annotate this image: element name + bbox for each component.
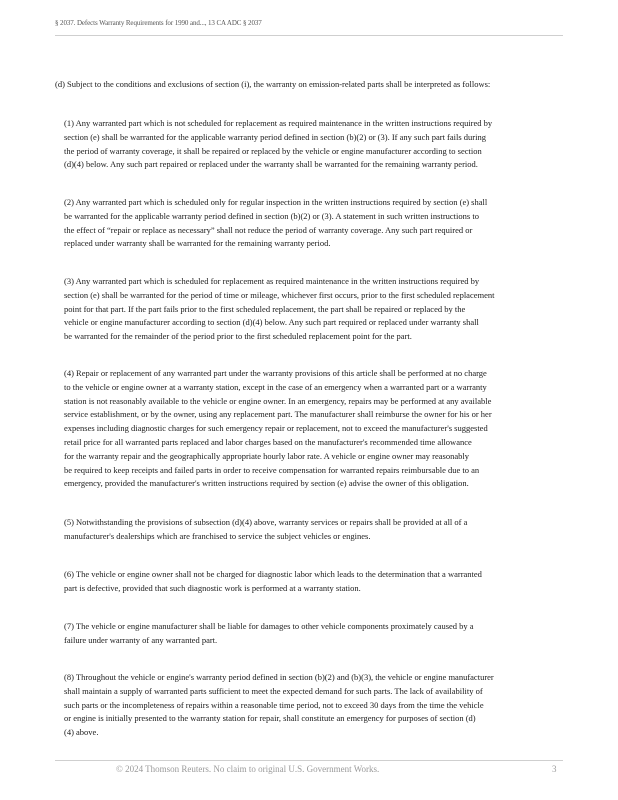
paragraph-line: (1) Any warranted part which is not scheduled for replacement as required maintenance in the written instructions required by [64,118,493,128]
paragraph-line: section (e) shall be warranted for the period of time or mileage, whichever first occurs, prior to the first scheduled replacement [64,289,495,300]
paragraph-line: section (e) shall be warranted for the applicable warranty period defined in section (b)(2) or (3). If any such part fails during [64,131,487,142]
footer-divider [55,760,563,761]
paragraph-line: be required to keep receipts and failed parts in order to receive compensation for warranted repairs reimbursable due to an [64,464,480,475]
paragraph-line: to the vehicle or engine owner at a warranty station, except in the case of an emergency when a warranted part or a warranty [64,381,487,392]
paragraph-line: manufacturer's dealerships which are franchised to service the subject vehicles or engines. [64,530,371,541]
paragraph-d5 [64,516,568,544]
paragraph-line: or engine is initially presented to the warranty station for repair, shall constitute an emergency for purposes of section (d) [64,713,476,724]
paragraph-d6 [64,568,568,596]
paragraph-line: service establishment, or by the owner, using any replacement part. The manufacturer shall reimburse the owner for his or her [64,409,492,420]
paragraph-line: vehicle or engine manufacturer according to section (d)(4) below. Any such part required or replaced under warranty shall [64,317,479,328]
paragraph-line: such parts or the incompleteness of repairs within a reasonable time period, not to exceed 30 days from the time the vehicle [64,699,484,710]
paragraph-line: retail price for all warranted parts replaced and labor charges based on the manufacturer's recommended time allowance [64,436,472,447]
paragraph-d3 [64,275,568,344]
paragraph-line: point for that part. If the part fails prior to the first scheduled replacement, the part shall be repaired or replaced by the [64,303,466,314]
header-divider [55,35,563,36]
paragraph-line: be warranted for the remainder of the period prior to the first scheduled replacement point for the part. [64,331,412,342]
page-number: 3 [552,764,557,774]
paragraph-line: the effect of “repair or replace as necessary” shall not reduce the period of warranty coverage. Any such part required or [64,224,473,235]
paragraph-line: (4) above. [64,727,99,738]
paragraph-line: (5) Notwithstanding the provisions of subsection (d)(4) above, warranty services or repairs shall be provided at all of a [64,517,468,527]
paragraph-line: (d)(4) below. Any such part repaired or replaced under the warranty shall be warranted for the remaining warranty period. [64,159,478,170]
paragraph-line: (3) Any warranted part which is scheduled for replacement as required maintenance in the written instructions required by [64,276,480,286]
paragraph-line: (8) Throughout the vehicle or engine's warranty period defined in section (b)(2) and (b)(3), the vehicle or engine manufacturer [64,672,494,682]
paragraph-line: be warranted for the applicable warranty period defined in section (b)(2) or (3). A statement in such written instructions to [64,210,479,221]
paragraph-d8 [64,671,568,740]
paragraph-line: (2) Any warranted part which is scheduled only for regular inspection in the written instructions required by section (e) shall [64,197,488,207]
paragraph-line: station is not reasonably available to the vehicle or engine owner. In an emergency, repairs may be performed at any available [64,395,492,406]
paragraph-line: shall maintain a supply of warranted parts sufficient to meet the expected demand for such parts. The lack of availability of [64,685,483,696]
paragraph-d2 [64,196,568,251]
copyright-notice: © 2024 Thomson Reuters. No claim to original U.S. Government Works. [116,764,380,774]
paragraph-line: expenses including diagnostic charges for such emergency repair or replacement, not to exceed the manufacturer's suggested [64,423,488,434]
paragraph-line: emergency, provided the manufacturer's written instructions required by section (e) advise the owner of this obligation. [64,478,469,489]
paragraph-line: (4) Repair or replacement of any warranted part under the warranty provisions of this article shall be performed at no charge [64,368,487,378]
paragraph-d7 [64,620,568,648]
paragraph-line: (7) The vehicle or engine manufacturer shall be liable for damages to other vehicle components proximately caused by a [64,621,474,631]
paragraph-line: part is defective, provided that such diagnostic work is performed at a warranty station. [64,582,361,593]
section-intro: (d) Subject to the conditions and exclusions of section (i), the warranty on emission-related parts shall be interpreted as follows: [55,79,491,89]
paragraph-line: the period of warranty coverage, it shall be repaired or replaced by the vehicle or engine manufacturer according to section [64,145,482,156]
paragraph-d1 [64,117,568,172]
paragraph-line: (6) The vehicle or engine owner shall not be charged for diagnostic labor which leads to the determination that a warranted [64,569,482,579]
paragraph-line: failure under warranty of any warranted part. [64,634,218,645]
paragraph-line: for the warranty repair and the geographically appropriate hourly labor rate. A vehicle or engine owner may reasonably [64,450,470,461]
running-header: § 2037. Defects Warranty Requirements for 1990 and..., 13 CA ADC § 2037 [55,19,262,27]
paragraph-line: replaced under warranty shall be warranted for the remaining warranty period. [64,238,331,249]
paragraph-d4 [64,367,568,491]
